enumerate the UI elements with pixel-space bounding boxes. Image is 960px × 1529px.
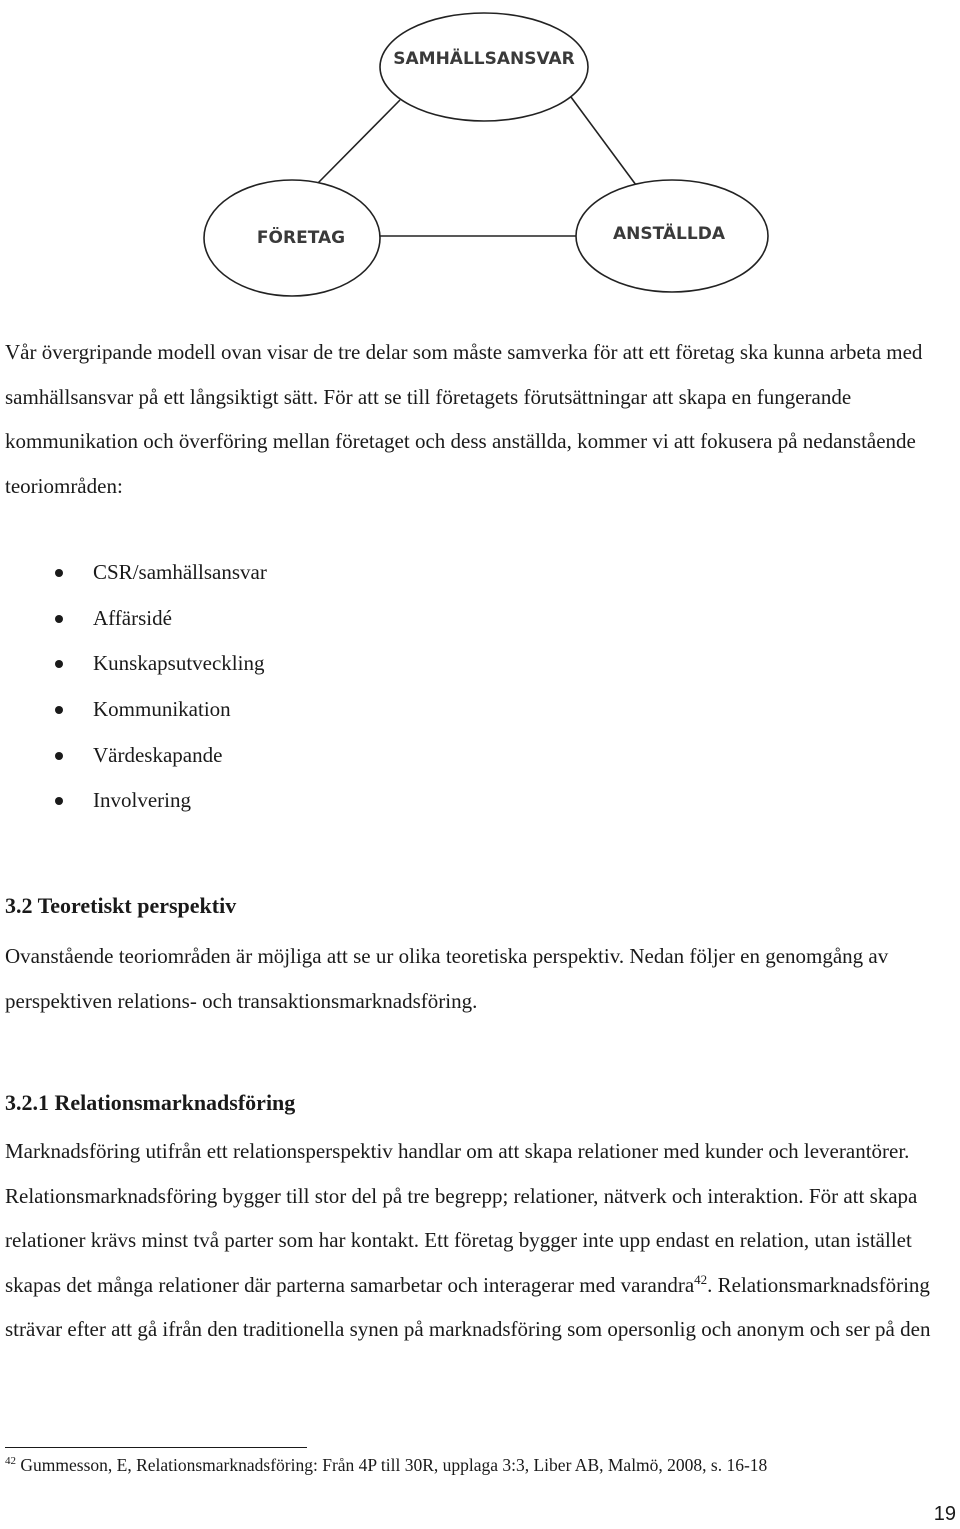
bullet-icon	[55, 797, 63, 805]
intro-paragraph: Vår övergripande modell ovan visar de tre delar som måste samverka för att ett företag ska kunna arbeta med samhällsansvar på ett långsiktigt sätt. För att se till företagets förutsättningar att skapa en fungerande kommunikation och överföring mellan företaget och dess anställda, kommer vi att fokusera på nedanstående teoriområden:	[5, 340, 923, 498]
topic-label: CSR/samhällsansvar	[93, 560, 267, 584]
node-foretag-label: FÖRETAG	[256, 228, 346, 248]
section-3-2-1-heading: 3.2.1 Relationsmarknadsföring	[5, 1090, 296, 1115]
topic-list	[55, 550, 267, 824]
page-number: 19	[933, 1503, 956, 1525]
node-anstallda-label: ANSTÄLLDA	[613, 224, 725, 244]
paragraph-text-before-ref: Marknadsföring utifrån ett relationsperspektiv handlar om att skapa relationer med kunder och leverantörer. Relationsmarknadsföring bygger till stor del på tre begrepp; relationer, nätverk och interaktion. För att skapa relationer krävs minst två parter som har kontakt. Ett företag bygger inte upp endast en relation, utan istället skapas det många relationer där parterna samarbetar och interagerar med varandra	[5, 1139, 918, 1297]
footnote-reference[interactable]: 42	[694, 1271, 708, 1287]
list-item	[55, 550, 267, 596]
bullet-icon	[55, 569, 63, 577]
bullet-icon	[55, 660, 63, 668]
csr-model-diagram	[0, 0, 960, 300]
topic-label: Involvering	[93, 788, 191, 813]
topic-label: Värdeskapande	[93, 742, 223, 767]
bullet-icon	[55, 615, 63, 623]
footnote-text: Gummesson, E, Relationsmarknadsföring: Från 4P till 30R, upplaga 3:3, Liber AB, Malmö, 2008, s. 16-18	[20, 1455, 768, 1475]
footnote-divider	[5, 1447, 307, 1448]
bullet-icon	[55, 752, 63, 760]
list-item	[55, 778, 267, 824]
bullet-icon	[55, 706, 63, 714]
topic-label: Kommunikation	[93, 697, 231, 722]
topic-label: Affärsidé	[93, 605, 172, 630]
section-3-2-1-paragraph	[5, 1129, 955, 1352]
footnote	[5, 1455, 767, 1476]
paragraph-text-after-ref: . Relationsmarknadsföring strävar efter att gå ifrån den traditionella synen på marknadsföring som opersonlig och anonym och ser på den	[5, 1272, 931, 1341]
section-3-2-paragraph: Ovanstående teoriområden är möjliga att se ur olika teoretiska perspektiv. Nedan följer en genomgång av perspektiven relations- och transaktionsmarknadsföring.	[5, 944, 889, 1013]
node-samhallsansvar-label: SAMHÄLLSANSVAR	[393, 49, 575, 69]
footnote-number: 42	[5, 1455, 16, 1468]
edge-top-left	[318, 100, 400, 183]
edge-top-right	[568, 93, 636, 185]
list-item	[55, 733, 267, 779]
list-item	[55, 596, 267, 642]
list-item	[55, 641, 267, 687]
topic-label: Kunskapsutveckling	[93, 651, 265, 676]
section-3-2-heading: 3.2 Teoretiskt perspektiv	[5, 893, 237, 918]
list-item	[55, 687, 267, 733]
